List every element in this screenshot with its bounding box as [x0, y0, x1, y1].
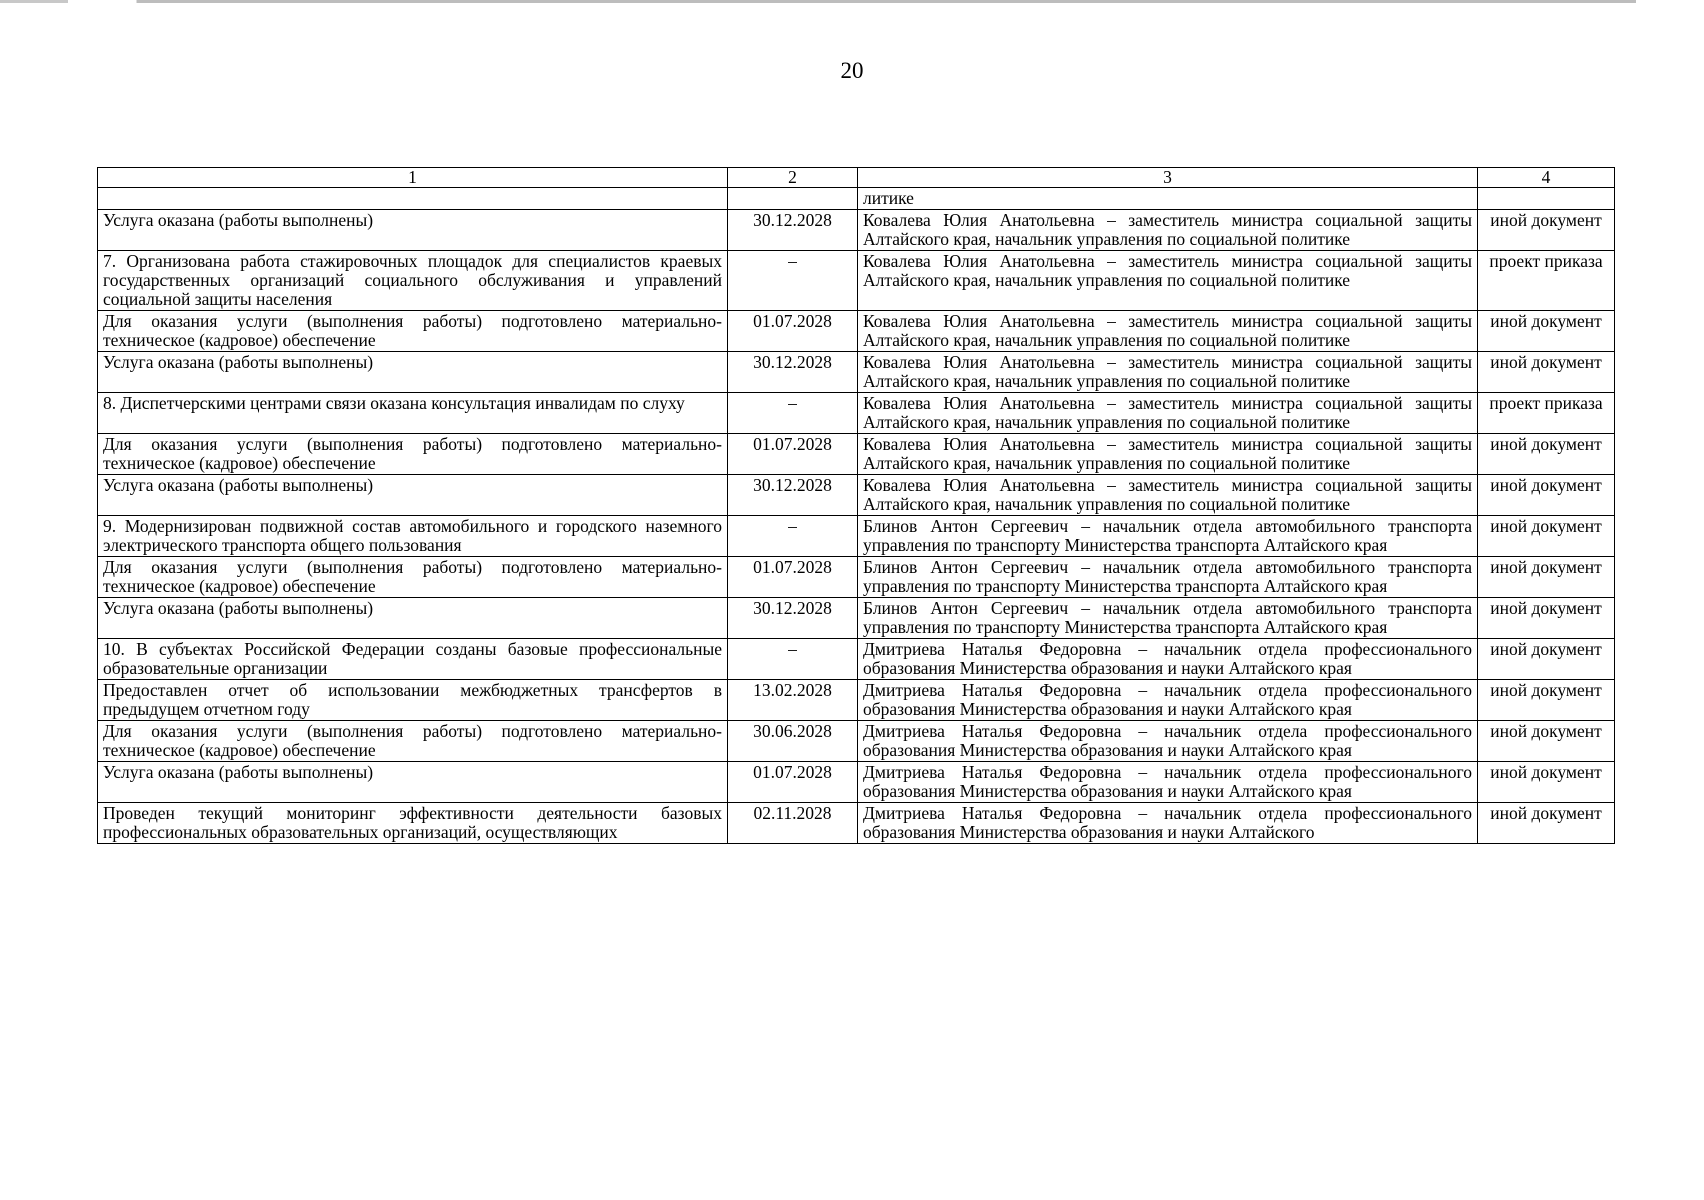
- table-row: [98, 516, 1615, 557]
- table-cell-c3: Дмитриева Наталья Федоровна – начальник отдела профессионального образования Министерства образования и науки Алтайского края: [858, 762, 1478, 803]
- table-cell-c2: 13.02.2028: [728, 680, 858, 721]
- table-row: [98, 639, 1615, 680]
- table-cell-c1: Для оказания услуги (выполнения работы) подготовлено материально-техническое (кадровое) обеспечение: [98, 311, 728, 352]
- table-cell-c4: иной документ: [1478, 210, 1615, 251]
- table-cell-c2: 30.12.2028: [728, 352, 858, 393]
- table-cell-c2: 30.12.2028: [728, 210, 858, 251]
- table-cell-c4: иной документ: [1478, 557, 1615, 598]
- table-cell-c1: Услуга оказана (работы выполнены): [98, 352, 728, 393]
- table-row: [98, 352, 1615, 393]
- table-cell-c2: –: [728, 516, 858, 557]
- table-row: [98, 188, 1615, 210]
- table-cell-c4: [1478, 188, 1615, 210]
- table-row: [98, 680, 1615, 721]
- table-cell-c3: Дмитриева Наталья Федоровна – начальник отдела профессионального образования Министерства образования и науки Алтайского края: [858, 721, 1478, 762]
- table-cell-c1: Услуга оказана (работы выполнены): [98, 598, 728, 639]
- table-cell-c4: иной документ: [1478, 639, 1615, 680]
- table-cell-c3: Блинов Антон Сергеевич – начальник отдела автомобильного транспорта управления по транспорту Министерства транспорта Алтайского края: [858, 557, 1478, 598]
- table-cell-c1: [98, 188, 728, 210]
- table-cell-c1: Для оказания услуги (выполнения работы) подготовлено материально-техническое (кадровое) обеспечение: [98, 434, 728, 475]
- table-cell-c2: 30.06.2028: [728, 721, 858, 762]
- table-cell-c1: Для оказания услуги (выполнения работы) подготовлено материально-техническое (кадровое) обеспечение: [98, 557, 728, 598]
- table-cell-c2: –: [728, 251, 858, 311]
- table-cell-c2: 30.12.2028: [728, 475, 858, 516]
- table-cell-c3: Дмитриева Наталья Федоровна – начальник отдела профессионального образования Министерства образования и науки Алтайского края: [858, 680, 1478, 721]
- table-row: [98, 393, 1615, 434]
- table-row: [98, 210, 1615, 251]
- table-cell-c3: Ковалева Юлия Анатольевна – заместитель министра социальной защиты Алтайского края, начальник управления по социальной политике: [858, 434, 1478, 475]
- table-cell-c4: иной документ: [1478, 352, 1615, 393]
- scan-top-edge: [0, 0, 1704, 3]
- table-cell-c3: Дмитриева Наталья Федоровна – начальник отдела профессионального образования Министерства образования и науки Алтайского края: [858, 639, 1478, 680]
- table-row: [98, 803, 1615, 844]
- table-body: [98, 188, 1615, 844]
- table-cell-c1: Услуга оказана (работы выполнены): [98, 762, 728, 803]
- table-cell-c4: проект приказа: [1478, 393, 1615, 434]
- table-row: [98, 557, 1615, 598]
- table-cell-c2: –: [728, 393, 858, 434]
- table-cell-c1: 10. В субъектах Российской Федерации созданы базовые профессиональные образовательные организации: [98, 639, 728, 680]
- table-row: [98, 598, 1615, 639]
- table-cell-c4: иной документ: [1478, 680, 1615, 721]
- table-row: [98, 721, 1615, 762]
- table-row: [98, 475, 1615, 516]
- table-cell-c4: иной документ: [1478, 598, 1615, 639]
- table-cell-c1: 7. Организована работа стажировочных площадок для специалистов краевых государственных организаций социального обслуживания и управлений социальной защиты населения: [98, 251, 728, 311]
- table-cell-c3: Ковалева Юлия Анатольевна – заместитель министра социальной защиты Алтайского края, начальник управления по социальной политике: [858, 251, 1478, 311]
- table-row: [98, 434, 1615, 475]
- table-cell-c2: 01.07.2028: [728, 434, 858, 475]
- table-cell-c4: проект приказа: [1478, 251, 1615, 311]
- table-cell-c3: Ковалева Юлия Анатольевна – заместитель министра социальной защиты Алтайского края, начальник управления по социальной политике: [858, 311, 1478, 352]
- table-cell-c2: 30.12.2028: [728, 598, 858, 639]
- column-header: 3: [858, 168, 1478, 188]
- table-cell-c3: Блинов Антон Сергеевич – начальник отдела автомобильного транспорта управления по транспорту Министерства транспорта Алтайского края: [858, 598, 1478, 639]
- table-cell-c2: [728, 188, 858, 210]
- table-cell-c1: Услуга оказана (работы выполнены): [98, 210, 728, 251]
- plan-table: [97, 167, 1615, 844]
- table-cell-c2: 01.07.2028: [728, 762, 858, 803]
- table-cell-c3: Ковалева Юлия Анатольевна – заместитель министра социальной защиты Алтайского края, начальник управления по социальной политике: [858, 393, 1478, 434]
- page-number: 20: [840, 58, 864, 83]
- column-header: 1: [98, 168, 728, 188]
- table-cell-c3: Блинов Антон Сергеевич – начальник отдела автомобильного транспорта управления по транспорту Министерства транспорта Алтайского края: [858, 516, 1478, 557]
- column-header: 4: [1478, 168, 1615, 188]
- table-cell-c1: 8. Диспетчерскими центрами связи оказана консультация инвалидам по слуху: [98, 393, 728, 434]
- table-cell-c2: 01.07.2028: [728, 557, 858, 598]
- table-cell-c4: иной документ: [1478, 516, 1615, 557]
- table-cell-c4: иной документ: [1478, 475, 1615, 516]
- table-row: [98, 762, 1615, 803]
- table-header-row: [98, 168, 1615, 188]
- table-cell-c3: литике: [858, 188, 1478, 210]
- table-cell-c3: Ковалева Юлия Анатольевна – заместитель министра социальной защиты Алтайского края, начальник управления по социальной политике: [858, 475, 1478, 516]
- table-row: [98, 311, 1615, 352]
- table-cell-c4: иной документ: [1478, 721, 1615, 762]
- table-cell-c4: иной документ: [1478, 803, 1615, 844]
- table-cell-c1: 9. Модернизирован подвижной состав автомобильного и городского наземного электрического транспорта общего пользования: [98, 516, 728, 557]
- table-cell-c3: Дмитриева Наталья Федоровна – начальник отдела профессионального образования Министерства образования и науки Алтайского: [858, 803, 1478, 844]
- table-cell-c2: 02.11.2028: [728, 803, 858, 844]
- table-cell-c3: Ковалева Юлия Анатольевна – заместитель министра социальной защиты Алтайского края, начальник управления по социальной политике: [858, 352, 1478, 393]
- table-cell-c2: –: [728, 639, 858, 680]
- table-cell-c2: 01.07.2028: [728, 311, 858, 352]
- column-header: 2: [728, 168, 858, 188]
- table-cell-c3: Ковалева Юлия Анатольевна – заместитель министра социальной защиты Алтайского края, начальник управления по социальной политике: [858, 210, 1478, 251]
- table-cell-c1: Предоставлен отчет об использовании межбюджетных трансфертов в предыдущем отчетном году: [98, 680, 728, 721]
- table-cell-c4: иной документ: [1478, 762, 1615, 803]
- table-row: [98, 251, 1615, 311]
- table-cell-c4: иной документ: [1478, 311, 1615, 352]
- table-cell-c1: Услуга оказана (работы выполнены): [98, 475, 728, 516]
- table-cell-c4: иной документ: [1478, 434, 1615, 475]
- table-cell-c1: Для оказания услуги (выполнения работы) подготовлено материально-техническое (кадровое) обеспечение: [98, 721, 728, 762]
- table-cell-c1: Проведен текущий мониторинг эффективности деятельности базовых профессиональных образовательных организаций, осуществляющих: [98, 803, 728, 844]
